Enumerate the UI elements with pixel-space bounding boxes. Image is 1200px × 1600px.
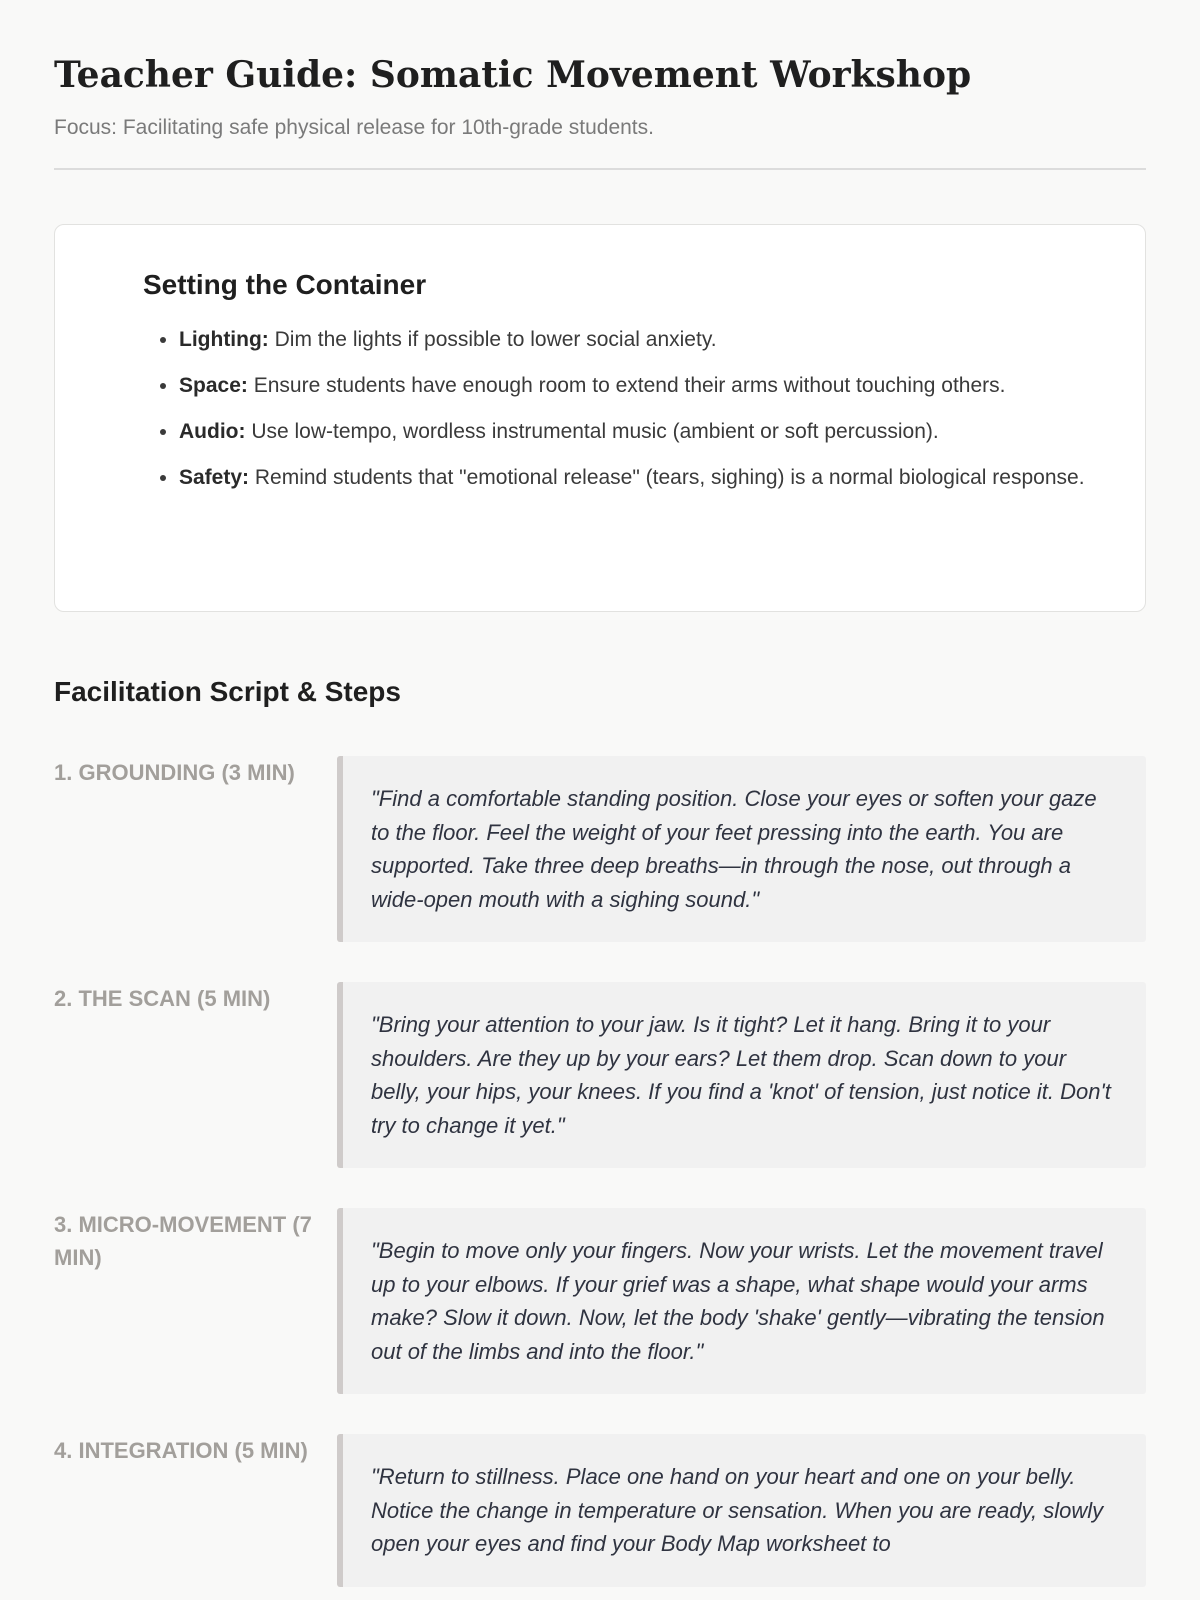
list-item-text: Use low-tempo, wordless instrumental music (ambient or soft percussion).	[245, 420, 939, 443]
page-subtitle: Focus: Facilitating safe physical release for 10th-grade students.	[54, 116, 654, 139]
list-item-audio	[179, 415, 1101, 448]
step-label: 1. GROUNDING (3 MIN)	[54, 760, 295, 785]
list-item-lighting	[179, 323, 1101, 356]
header-divider	[54, 168, 1146, 170]
setting-container-card	[54, 224, 1146, 612]
section-heading: Facilitation Script & Steps	[54, 676, 401, 707]
list-item-label: Audio:	[179, 420, 246, 443]
step-row	[54, 1434, 1146, 1587]
container-guidelines-list	[99, 323, 1101, 494]
list-item-label: Safety:	[179, 466, 250, 489]
list-item-space	[179, 369, 1101, 402]
step-row	[54, 1208, 1146, 1394]
list-item-text: Remind students that "emotional release" (tears, sighing) is a normal biological response.	[249, 466, 1085, 489]
step-script-quote: "Return to stillness. Place one hand on your heart and one on your belly. Notice the change in temperature or sensation. When you are ready, slowly open your eyes and find your Body Map worksheet to	[337, 1434, 1146, 1587]
list-item-label: Space:	[179, 374, 248, 397]
step-label: 3. MICRO-MOVEMENT (7 MIN)	[54, 1212, 312, 1270]
step-row	[54, 756, 1146, 942]
step-label: 2. THE SCAN (5 MIN)	[54, 986, 271, 1011]
list-item-safety	[179, 461, 1101, 494]
facilitation-steps	[54, 756, 1146, 1587]
step-script-quote: "Bring your attention to your jaw. Is it tight? Let it hang. Bring it to your shoulders. Are they up by your ears? Let them drop. Scan down to your belly, your hips, your knees. If you find a 'knot' of tension, just notice it. Don't try to change it yet."	[337, 982, 1146, 1168]
page-title: Teacher Guide: Somatic Movement Workshop	[54, 54, 972, 96]
step-row	[54, 982, 1146, 1168]
list-item-text: Dim the lights if possible to lower social anxiety.	[268, 328, 717, 351]
step-script-quote: "Begin to move only your fingers. Now your wrists. Let the movement travel up to your elbows. If your grief was a shape, what shape would your arms make? Slow it down. Now, let the body 'shake' gently—vibrating the tension out of the limbs and into the floor."	[337, 1208, 1146, 1394]
step-script-quote: "Find a comfortable standing position. Close your eyes or soften your gaze to the floor. Feel the weight of your feet pressing into the earth. You are supported. Take three deep breaths—in through the nose, out through a wide-open mouth with a sighing sound."	[337, 756, 1146, 942]
list-item-text: Ensure students have enough room to extend their arms without touching others.	[247, 374, 1006, 397]
card-heading: Setting the Container	[143, 269, 427, 300]
list-item-label: Lighting:	[179, 328, 269, 351]
step-label: 4. INTEGRATION (5 MIN)	[54, 1438, 308, 1463]
